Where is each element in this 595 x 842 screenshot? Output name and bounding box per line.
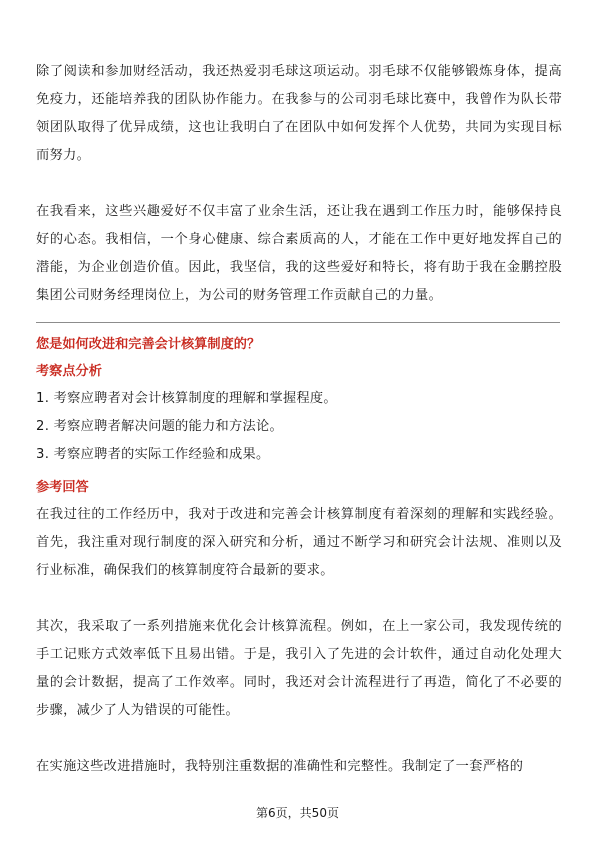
intro-paragraph-hobbies: 除了阅读和参加财经活动，我还热爱羽毛球这项运动。羽毛球不仅能够锻炼身体，提高免疫力，还能培养我的团队协作能力。在我参与的公司羽毛球比赛中，我曾作为队长带领团队取得了优异成绩，这也让我明白了在团队中如何发挥个人优势，共同为实现目标而努力。 [36,64,562,163]
page-number: 第6页，共50页 [256,806,339,820]
answer-heading: 参考回答 [36,480,89,495]
analysis-heading: 考察点分析 [36,364,102,379]
section-divider [36,322,560,323]
answer-paragraph: 在实施这些改进措施时，我特别注重数据的准确性和完整性。我制定了一套严格的 [36,759,524,774]
analysis-point: 1. 考察应聘者对会计核算制度的理解和掌握程度。 [36,391,337,406]
paragraph-spacer [36,170,562,198]
page-content [36,58,562,781]
paragraph-spacer [36,585,562,613]
intro-paragraph-conclusion: 在我看来，这些兴趣爱好不仅丰富了业余生活，还让我在遇到工作压力时，能够保持良好的心态。我相信，一个身心健康、综合素质高的人，才能在工作中更好地发挥自己的潜能，为企业创造价值。因此，我坚信，我的这些爱好和特长，将有助于我在金鹏控股集团公司财务经理岗位上，为公司的财务管理工作贡献自己的力量。 [36,204,562,303]
interview-question: 您是如何改进和完善会计核算制度的？ [36,337,261,352]
analysis-point: 2. 考察应聘者解决问题的能力和方法论。 [36,419,283,434]
answer-paragraph: 其次，我采取了一系列措施来优化会计核算流程。例如，在上一家公司，我发现传统的手工记账方式效率低下且易出错。于是，我引入了先进的会计软件，通过自动化处理大量的会计数据，提高了工作效率。同时，我还对会计流程进行了再造，简化了不必要的步骤，减少了人为错误的可能性。 [36,619,562,718]
paragraph-spacer [36,725,562,753]
answer-paragraph: 在我过往的工作经历中，我对于改进和完善会计核算制度有着深刻的理解和实践经验。首先，我注重对现行制度的深入研究和分析，通过不断学习和研究会计法规、准则以及行业标准，确保我们的核算制度符合最新的要求。 [36,507,562,578]
analysis-point: 3. 考察应聘者的实际工作经验和成果。 [36,447,270,462]
